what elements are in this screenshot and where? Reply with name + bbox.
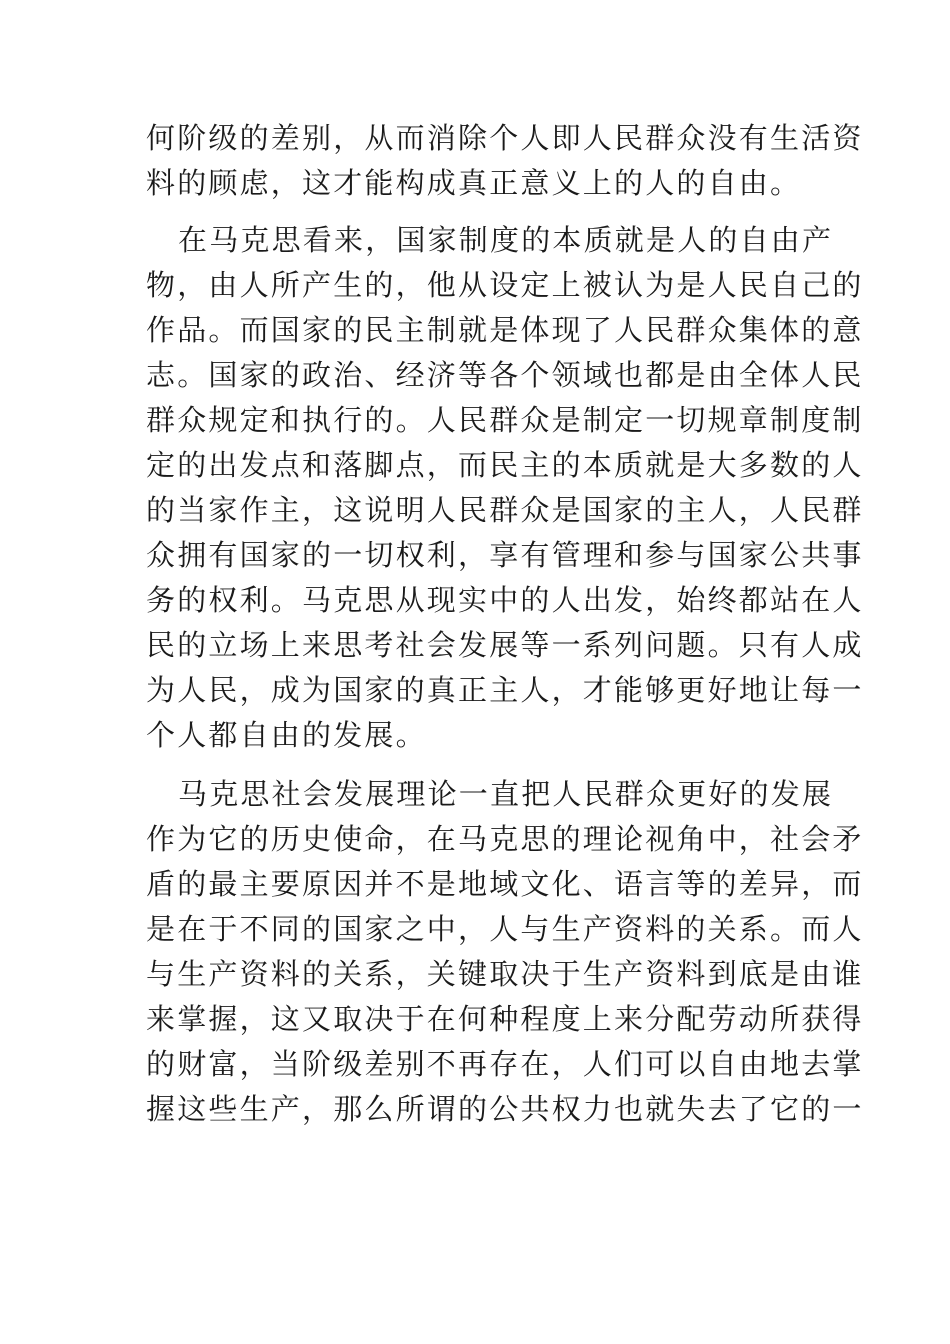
paragraph-line: 为人民，成为国家的真正主人，才能够更好地让每一: [146, 673, 864, 707]
paragraph-line: 在马克思看来，国家制度的本质就是人的自由产: [178, 223, 834, 257]
paragraph-line: 作为它的历史使命，在马克思的理论视角中，社会矛: [146, 822, 864, 856]
paragraph-line: 的当家作主，这说明人民群众是国家的主人，人民群: [146, 493, 864, 527]
paragraph-line: 群众规定和执行的。人民群众是制定一切规章制度制: [146, 403, 864, 437]
paragraph-1: [146, 116, 864, 206]
paragraph-line: 是在于不同的国家之中，人与生产资料的关系。而人: [146, 912, 864, 946]
paragraph-line: 的财富，当阶级差别不再存在，人们可以自由地去掌: [146, 1047, 864, 1081]
paragraph-line: 何阶级的差别，从而消除个人即人民群众没有生活资: [146, 121, 864, 155]
paragraph-line: 盾的最主要原因并不是地域文化、语言等的差异，而: [146, 867, 864, 901]
paragraph-2: [146, 218, 864, 758]
paragraph-line: 定的出发点和落脚点，而民主的本质就是大多数的人: [146, 448, 864, 482]
paragraph-3: [146, 772, 864, 1132]
paragraph-line: 料的顾虑，这才能构成真正意义上的人的自由。: [146, 166, 802, 200]
paragraph-line: 民的立场上来思考社会发展等一系列问题。只有人成: [146, 628, 864, 662]
paragraph-line: 马克思社会发展理论一直把人民群众更好的发展: [178, 777, 834, 811]
paragraph-line: 志。国家的政治、经济等各个领域也都是由全体人民: [146, 358, 864, 392]
paragraph-line: 众拥有国家的一切权利，享有管理和参与国家公共事: [146, 538, 864, 572]
paragraph-line: 个人都自由的发展。: [146, 718, 427, 752]
paragraph-line: 来掌握，这又取决于在何种程度上来分配劳动所获得: [146, 1002, 864, 1036]
paragraph-line: 作品。而国家的民主制就是体现了人民群众集体的意: [146, 313, 864, 347]
paragraph-line: 与生产资料的关系，关键取决于生产资料到底是由谁: [146, 957, 864, 991]
paragraph-line: 务的权利。马克思从现实中的人出发，始终都站在人: [146, 583, 864, 617]
paragraph-line: 握这些生产，那么所谓的公共权力也就失去了它的一: [146, 1092, 864, 1126]
paragraph-line: 物，由人所产生的，他从设定上被认为是人民自己的: [146, 268, 864, 302]
